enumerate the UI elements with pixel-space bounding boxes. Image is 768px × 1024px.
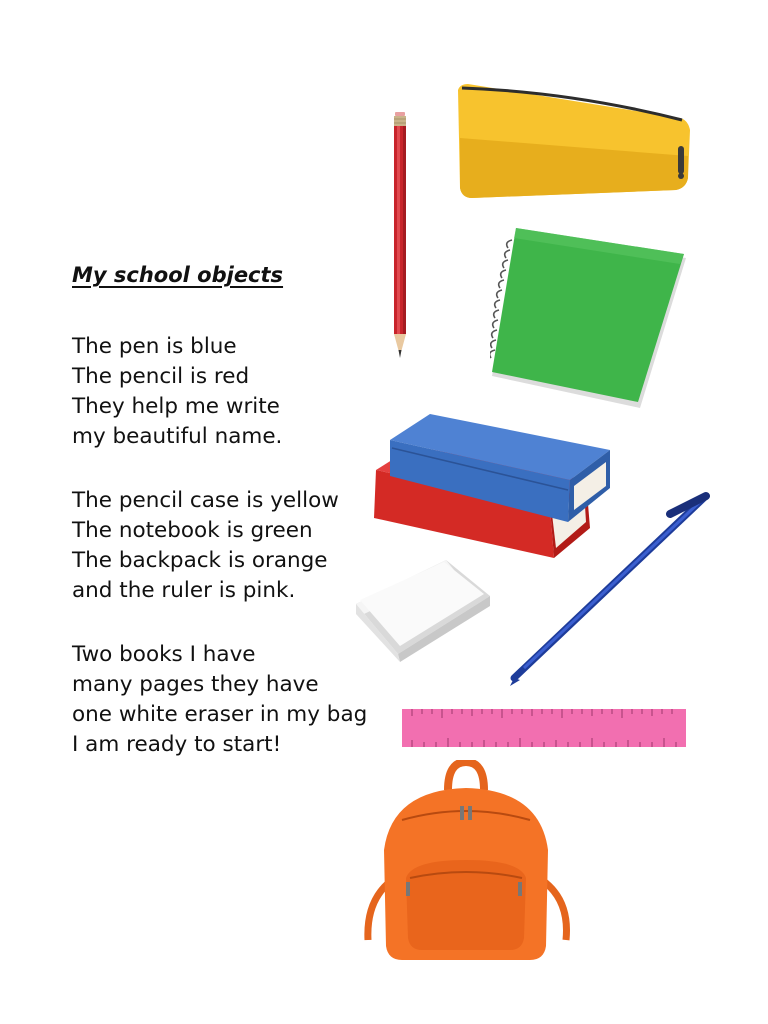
poem-line: one white eraser in my bag [72,702,368,727]
poem-line: The notebook is green [72,518,313,543]
pencil-case-illustration [452,78,697,203]
poem-line: The pencil is red [72,364,250,389]
stanza-3 [72,640,367,760]
poem-line: Two books I have [72,642,256,667]
poem-line: many pages they have [72,672,319,697]
poem-line: and the ruler is pink. [72,578,296,603]
poem-title: My school objects [72,263,284,287]
pen-illustration [500,490,715,690]
poem-line: I am ready to start! [72,732,282,757]
backpack-illustration [362,760,574,965]
stanza-2 [72,486,339,606]
poem-line: The pen is blue [72,334,237,359]
poem-line: The backpack is orange [72,548,328,573]
poem-line: They help me write [72,394,280,419]
notebook-illustration [490,226,690,410]
pencil-illustration [388,112,412,364]
poem-line: my beautiful name. [72,424,283,449]
poem-line: The pencil case is yellow [72,488,339,513]
stanza-1 [72,332,282,452]
ruler-illustration [402,709,686,747]
eraser-illustration [350,556,495,664]
